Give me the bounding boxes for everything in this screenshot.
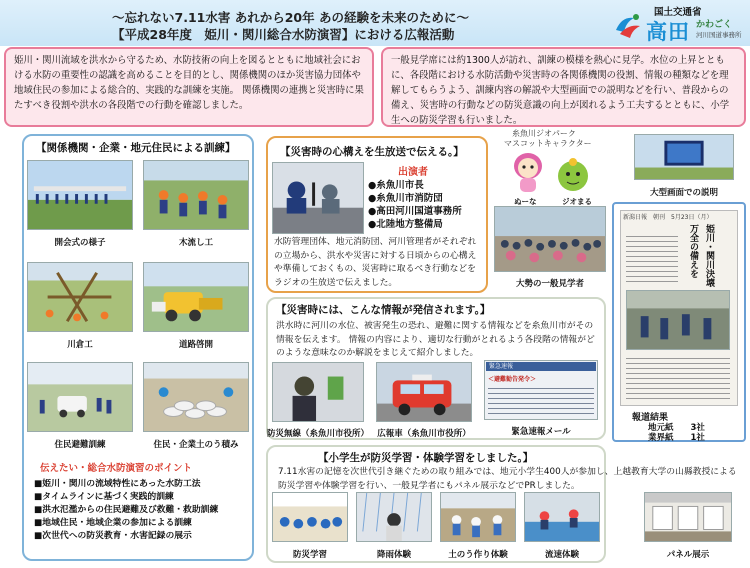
photo-road-clearing xyxy=(143,262,249,332)
point-item: ■地域住民・地域企業の参加による訓練 xyxy=(34,518,192,528)
news-result-row: 地元紙 3社 xyxy=(648,423,705,433)
points-title: 伝えたい・総合水防演習のポイント xyxy=(40,463,193,474)
intro-right-text: 一般見学席には約1300人が訪れ、訓練の模様を熱心に見学。水位の上昇とともに、各段階における水防活動や災害時の各関係機関の役割、情報の種類などを理解してもらうよう、訓練内容の解説や大型画面での説明などを行い、普段からの備え、災害時の行動などの防災意識の向上が図れるよう工夫するとともに、小学生への防災学習も行いました。 xyxy=(381,47,746,127)
training-panel-title: 【関係機関・企業・地元住民による訓練】 xyxy=(36,142,236,154)
mascot-nuna-icon xyxy=(510,150,546,194)
office-logo-icon xyxy=(612,10,644,40)
page-title: ～忘れない7.11水害 あれから20年 あの経験を未来のために～ xyxy=(112,10,469,25)
photo-disaster-study xyxy=(272,492,348,542)
mascot-geomaru-icon xyxy=(556,156,590,194)
photo-flow-experience xyxy=(524,492,600,542)
photo-opening-ceremony xyxy=(27,160,133,230)
cast-item: ●糸魚川市消防団 xyxy=(368,193,443,204)
cast-item: ●高田河川国道事務所 xyxy=(368,206,462,217)
caption-pr-car: 広報車（糸魚川市役所） xyxy=(377,429,471,439)
radio-panel-body: 水防管理団体、地元消防団、河川管理者がそれぞれの立場から、洪水や災害に対する日頃からの心構えや準備しておくもの、災害時に取るべき行動などをラジオの生放送で伝えました。 xyxy=(274,237,477,288)
caption-sandbags: 住民・企業土のう積み xyxy=(153,440,239,450)
mascot-title: 糸魚川ジオパーク xyxy=(512,129,576,138)
news-clip-photo xyxy=(626,290,730,350)
office-name: 高田 xyxy=(646,20,690,44)
news-headline-2: 万全の備えを xyxy=(688,224,698,278)
photo-spectators xyxy=(494,206,606,272)
cast-title: 出演者 xyxy=(398,167,428,178)
photo-kawakura xyxy=(27,262,133,332)
news-clip-text-lines xyxy=(626,354,730,402)
caption-sandbag-making: 土のう作り体験 xyxy=(448,550,508,560)
school-panel-title: 【小学生が防災学習・体験学習をしました。】 xyxy=(318,452,534,464)
caption-disaster-radio: 防災無線（糸魚川市役所） xyxy=(266,429,369,439)
caption-disaster-study: 防災学習 xyxy=(292,550,327,560)
caption-evacuation: 住民避難訓練 xyxy=(54,440,106,450)
point-item: ■姫川・関川の流域特性にあった水防工法 xyxy=(34,479,201,489)
caption-spectators: 大勢の一般見学者 xyxy=(515,279,584,289)
photo-disaster-radio xyxy=(272,362,364,422)
page-subtitle: 【平成28年度 姫川・関川総合水防演習】における広報活動 xyxy=(112,27,455,42)
photo-panel-exhibition xyxy=(644,492,732,542)
point-item: ■次世代への防災教育・水害記録の展示 xyxy=(34,531,192,541)
photo-evacuation xyxy=(27,362,133,432)
point-item: ■タイムラインに基づく実践的訓練 xyxy=(34,492,174,502)
caption-rain: 降雨体験 xyxy=(376,550,411,560)
photo-pr-car xyxy=(376,362,472,422)
photo-sandbags xyxy=(143,362,249,432)
mascot-name: ぬーな xyxy=(514,197,537,206)
photo-sandbag-making xyxy=(440,492,516,542)
news-result-row: 業界紙 1社 xyxy=(648,433,705,443)
radio-panel-title: 【災害時の心構えを生放送で伝える。】 xyxy=(280,146,464,158)
caption-opening: 開会式の様子 xyxy=(54,238,106,248)
point-item: ■洪水氾濫からの住民避難及び救難・救助訓練 xyxy=(34,505,219,515)
school-panel-body: 7.11水害の記憶を次世代引き継ぐための取り組みでは、地元小学生400人が参加し、上越教育大学の山縣教授による防災学習や体験学習を行い、一般見学者にもパネル展示などでPRしました。 xyxy=(278,467,737,491)
caption-emergency-mail: 緊急速報メール xyxy=(511,427,571,437)
photo-radio-studio xyxy=(272,162,364,234)
news-clip-text-lines xyxy=(626,232,678,286)
caption-large-screen: 大型画面での説明 xyxy=(649,188,718,198)
caption-kinagashi: 木流し工 xyxy=(178,238,213,248)
mascot-name: ジオまる xyxy=(562,197,592,206)
caption-flow: 流速体験 xyxy=(544,550,579,560)
photo-kinagashi xyxy=(143,160,249,230)
office-subname: 河川国道事務所 xyxy=(696,31,742,39)
cast-item: ●糸魚川市長 xyxy=(368,180,424,191)
info-panel-body: 洪水時に河川の水位、被害発生の恐れ、避難に関する情報などを糸魚川市がその情報を伝えます。 情報の内容により、適切な行動がとれるよう各段階の情報がどのような意味なのか解説をまじえて紹介しました。 xyxy=(276,321,595,358)
info-panel-title: 【災害時には、こんな情報が発信されます。】 xyxy=(276,304,491,316)
mail-header: 緊急速報 xyxy=(486,362,596,371)
caption-kawakura: 川倉工 xyxy=(67,340,93,350)
ministry-name: 国土交通省 xyxy=(654,7,702,18)
news-headline-1: 姫川・関川決壊 xyxy=(704,224,714,287)
caption-road: 道路啓開 xyxy=(178,340,213,350)
intro-left-text: 姫川・関川流域を洪水から守るため、水防技術の向上を図るとともに地域社会における水防の重要性の認識を高めることを目的とし、関係機関のほか災害協力団体や地域住民の参加による総合的、実践的な訓練を実施。 関係機関の連携と災害時に果たすべき役割や洪水の各段階での行動を確認しました。 xyxy=(4,47,374,127)
mail-alert-line: ＜避難勧告発令＞ xyxy=(488,376,537,383)
mascot-subtitle: マスコットキャラクター xyxy=(504,139,592,148)
photo-rain-experience xyxy=(356,492,432,542)
news-result-title: 報道結果 xyxy=(632,413,669,423)
mail-text-lines xyxy=(488,384,594,416)
caption-panel-exhibition: パネル展示 xyxy=(666,550,710,560)
office-kana: かわごく xyxy=(696,20,733,30)
news-clip-date: 新潟日報 朝刊 5月23日（月） xyxy=(623,214,713,221)
photo-large-screen xyxy=(634,134,734,180)
cast-item: ●北陸地方整備局 xyxy=(368,219,443,230)
